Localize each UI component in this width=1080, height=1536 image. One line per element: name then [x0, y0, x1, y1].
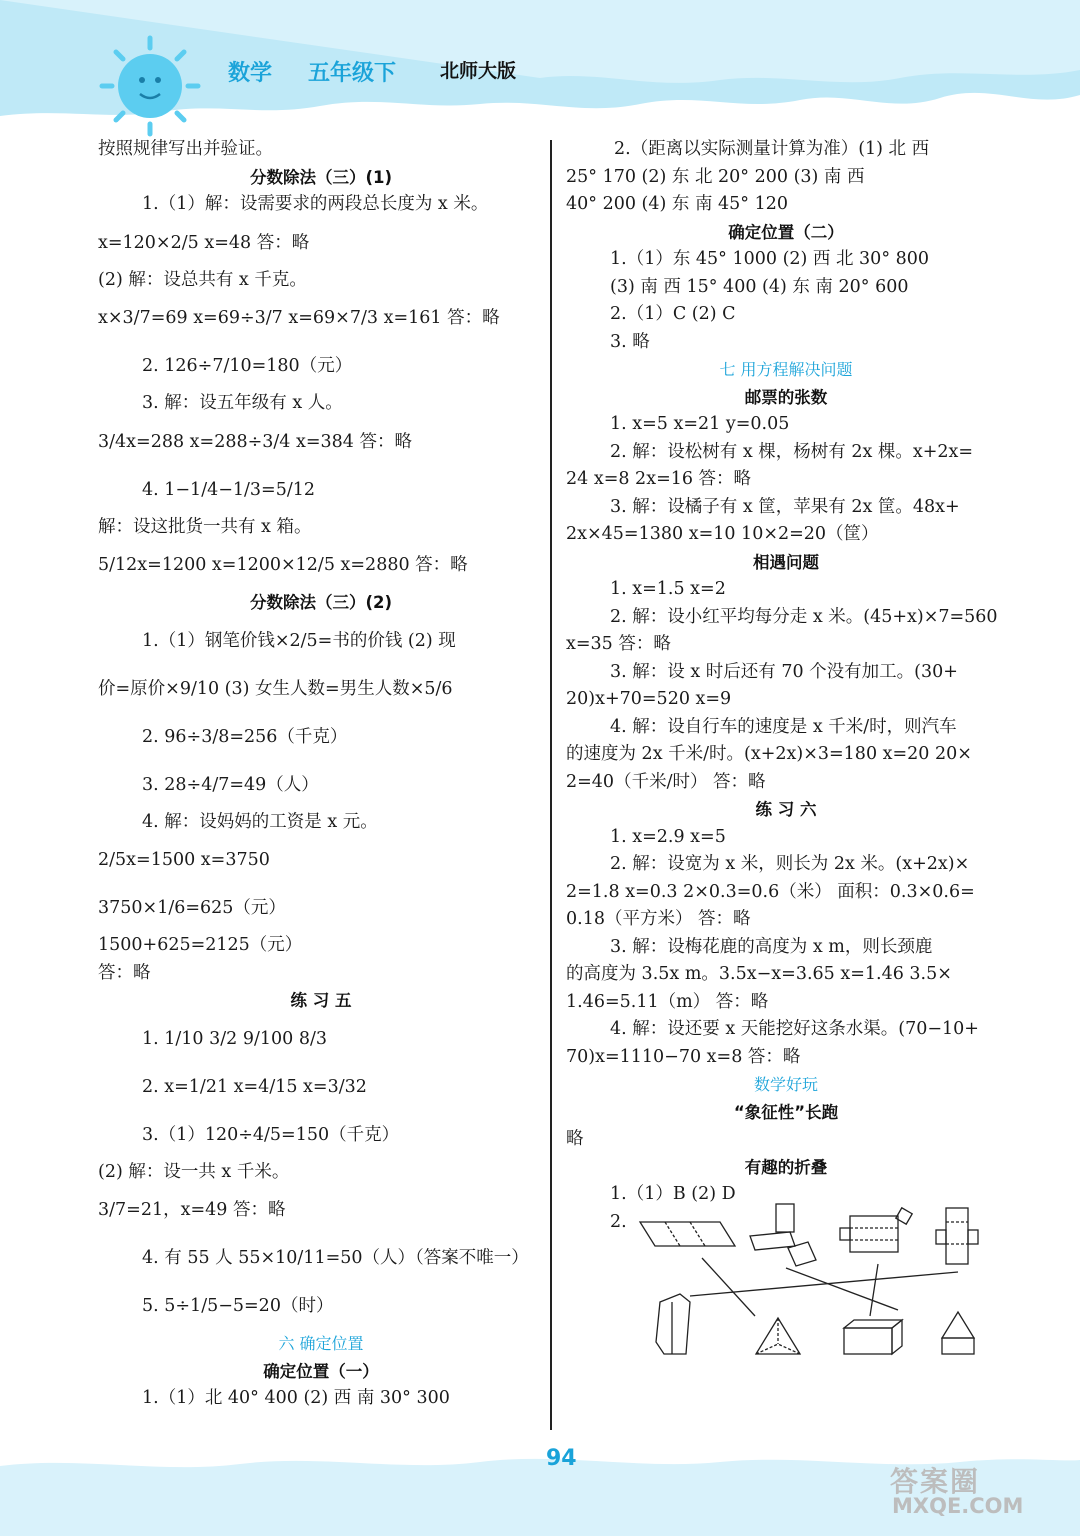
answer-line: 2=1.8 x=0.3 2×0.3=0.6（米） 面积：0.3×0.6=: [566, 881, 975, 902]
section-heading: 分数除法（三）(2): [249, 593, 393, 612]
answer-line: 3. 28÷4/7=49（人）: [142, 774, 319, 795]
answer-line: 25° 170 (2) 东 北 20° 200 (3) 南 西: [566, 166, 865, 187]
header-subject: 数学: [228, 61, 273, 86]
net-parallelogram: [640, 1222, 735, 1246]
answer-line: 解：设这批货一共有 x 箱。: [98, 516, 312, 537]
section-heading: 练 习 六: [755, 800, 817, 819]
answer-line: 2. 126÷7/10=180（元）: [142, 356, 353, 376]
answer-line: 2/5x=1500 x=3750: [98, 850, 270, 870]
answer-line: 40° 200 (4) 东 南 45° 120: [566, 194, 789, 214]
solid-prism: [656, 1294, 690, 1354]
answer-line: 2. 96÷3/8=256（千克）: [142, 726, 348, 747]
answer-line: 3/4x=288 x=288÷3/4 x=384 答：略: [98, 431, 412, 452]
answer-line: 3/7=21，x=49 答：略: [98, 1200, 286, 1220]
watermark-url: MXQE.COM: [892, 1494, 1024, 1518]
answer-line: 5/12x=1200 x=1200×12/5 x=2880 答：略: [98, 555, 468, 575]
sun-icon: [98, 34, 202, 138]
section-heading: 确定位置（二）: [728, 222, 844, 242]
section-heading: “象征性”长跑: [733, 1102, 839, 1122]
chapter-heading: 六 确定位置: [278, 1334, 364, 1353]
chapter-heading: 七 用方程解决问题: [719, 360, 853, 379]
answer-line: 的高度为 3.5x m。3.5x−x=3.65 x=1.46 3.5×: [566, 964, 952, 984]
answer-line: 3750×1/6=625（元）: [98, 898, 286, 918]
answer-line: 2. 解：设宽为 x 米，则长为 2x 米。(x+2x)×: [610, 854, 970, 874]
answer-line: 1500+625=2125（元）: [98, 935, 303, 955]
answer-line: 4. 解：设自行车的速度是 x 千米/时，则汽车: [610, 716, 957, 737]
answer-line: 2x×45=1380 x=10 10×2=20（筐）: [566, 524, 879, 544]
answer-line: 2.（1）C (2) C: [610, 304, 736, 324]
answer-line: 3.（1）120÷4/5=150（千克）: [142, 1124, 400, 1145]
header-edition: 北师大版: [440, 60, 517, 82]
answer-line: 4. 有 55 人 55×10/11=50（人）（答案不唯一）: [142, 1248, 529, 1268]
header-grade: 五年级下: [308, 61, 397, 86]
answer-line: 3. 解：设梅花鹿的高度为 x m，则长颈鹿: [610, 936, 933, 957]
answer-line: 4. 解：设还要 x 天能挖好这条水渠。(70−10+: [610, 1019, 979, 1039]
answer-line: 2. 解：设松树有 x 棵，杨树有 2x 棵。x+2x=: [610, 441, 974, 462]
section-heading: 邮票的张数: [744, 387, 828, 407]
answer-line: 1. x=2.9 x=5: [610, 826, 726, 847]
answer-line: 3. 解：设五年级有 x 人。: [142, 393, 343, 413]
section-heading: 练 习 五: [290, 991, 352, 1010]
answer-line: x=35 答：略: [566, 634, 671, 654]
answer-line: (2) 解：设总共有 x 千克。: [98, 269, 307, 290]
folding-matching-figure: [630, 1202, 990, 1362]
answer-line: 1.（1）东 45° 1000 (2) 西 北 30° 800: [610, 249, 930, 269]
answer-line: 答：略: [98, 962, 151, 983]
answer-line: 2. 解：设小红平均每分走 x 米。(45+x)×7=560: [610, 606, 998, 627]
column-divider: [550, 140, 552, 1430]
right-column: [566, 136, 1006, 1236]
answer-line: 1. x=1.5 x=2: [610, 579, 726, 599]
answer-line: 3. 解：设橘子有 x 筐，苹果有 2x 筐。48x+: [610, 496, 960, 517]
answer-line: x=120×2/5 x=48 答：略: [98, 232, 310, 253]
page-number: 94: [546, 1446, 577, 1471]
answer-line: 价=原价×9/10 (3) 女生人数=男生人数×5/6: [98, 678, 453, 699]
chapter-heading: 数学好玩: [753, 1075, 818, 1094]
solid-tetrahedron: [756, 1318, 800, 1354]
answer-line: 2.: [610, 1211, 627, 1232]
answer-line: 1. x=5 x=21 y=0.05: [610, 414, 790, 434]
answer-line: 24 x=8 2x=16 答：略: [566, 469, 752, 489]
section-heading: 有趣的折叠: [744, 1157, 828, 1177]
answer-line: 20)x+70=520 x=9: [566, 689, 732, 709]
answer-line: 略: [566, 1129, 584, 1149]
match-lines: [690, 1258, 958, 1316]
answer-line: 1.（1）B (2) D: [610, 1184, 736, 1204]
answer-line: 2.（距离以实际测量计算为准）(1) 北 西: [614, 139, 930, 159]
answer-line: 1.46=5.11（m） 答：略: [566, 991, 769, 1012]
solid-cuboid: [844, 1320, 902, 1354]
answer-line: 3. 略: [610, 331, 650, 352]
answer-line: (2) 解：设一共 x 千米。: [98, 1161, 290, 1182]
section-heading: 分数除法（三）(1): [249, 167, 393, 187]
net-cross: [936, 1208, 978, 1264]
answer-line: 70)x=1110−70 x=8 答：略: [566, 1046, 801, 1067]
left-column: [98, 136, 544, 1413]
watermark-logo: 答案圈: [890, 1465, 981, 1498]
answer-line: 1. 1/10 3/2 9/100 8/3: [142, 1028, 328, 1049]
answer-line: 4. 解：设妈妈的工资是 x 元。: [142, 811, 378, 832]
answer-line: 1.（1）钢笔价钱×2/5=书的价钱 (2) 现: [142, 630, 456, 651]
answer-line: 3. 解：设 x 时后还有 70 个没有加工。(30+: [610, 661, 958, 682]
answer-line: 0.18（平方米） 答：略: [566, 909, 751, 929]
net-prism: [750, 1204, 816, 1266]
section-heading: 相遇问题: [753, 552, 819, 572]
answer-line: 4. 1−1/4−1/3=5/12: [142, 479, 316, 500]
text-line: 按照规律写出并验证。: [98, 139, 273, 159]
answer-line: 2. x=1/21 x=4/15 x=3/32: [142, 1076, 367, 1097]
answer-line: 1.（1）北 40° 400 (2) 西 南 30° 300: [142, 1388, 450, 1408]
answer-line: x×3/7=69 x=69÷3/7 x=69×7/3 x=161 答：略: [98, 308, 500, 328]
answer-line: (3) 南 西 15° 400 (4) 东 南 20° 600: [610, 276, 909, 297]
answer-line: 5. 5÷1/5−5=20（时）: [142, 1296, 334, 1316]
section-heading: 确定位置（一）: [263, 1361, 379, 1381]
answer-line: 1.（1）解：设需要求的两段总长度为 x 米。: [142, 194, 489, 214]
answer-line: 的速度为 2x 千米/时。(x+2x)×3=180 x=20 20×: [566, 744, 972, 764]
answer-line: 2=40（千米/时） 答：略: [566, 771, 766, 792]
net-box: [840, 1208, 912, 1252]
solid-tri-prism: [942, 1312, 974, 1354]
